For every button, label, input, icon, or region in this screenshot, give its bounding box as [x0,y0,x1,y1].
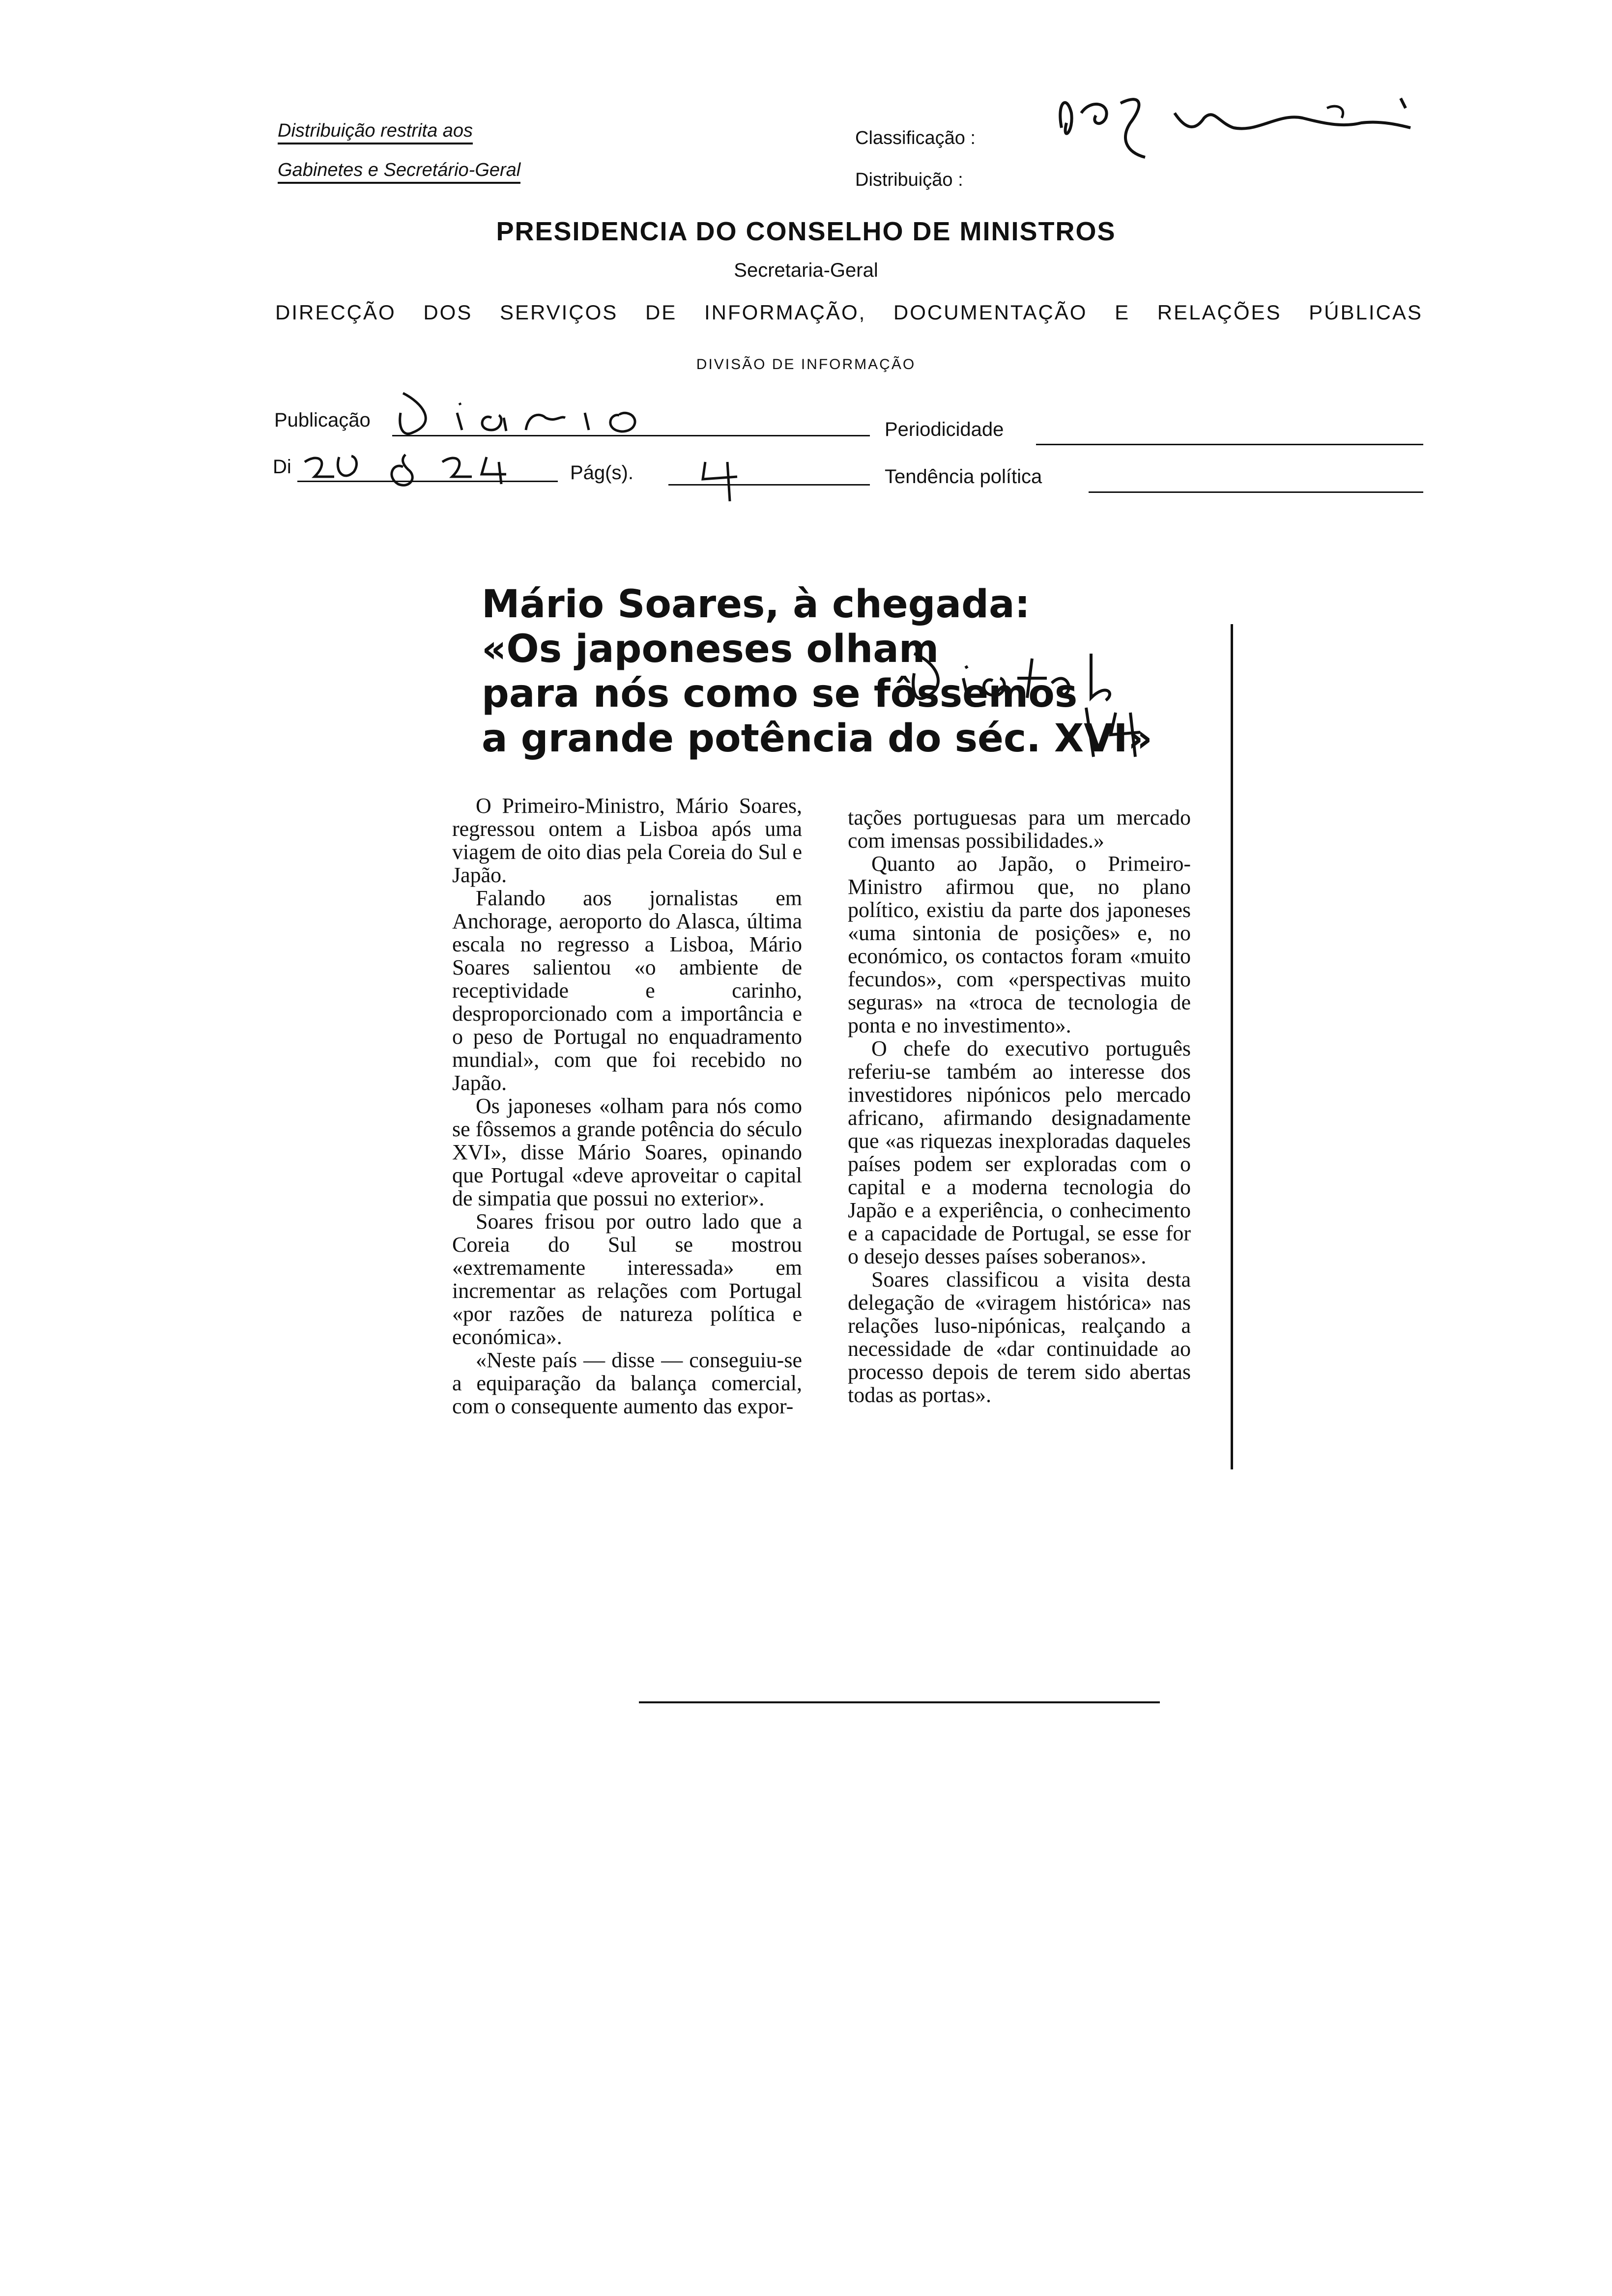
direccao-word: PÚBLICAS [1309,301,1423,324]
direccao-word: INFORMAÇÃO, [704,301,866,324]
paragraph: «Neste país — disse — conseguiu-se a equiparação da balança comercial, com o consequente aumento das expor- [452,1348,802,1418]
headline-line: a grande potência do séc. XVI» [482,717,1152,761]
headline-line: «Os japoneses olham [482,627,939,671]
org-subtitle: Secretaria-Geral [734,259,878,281]
direccao-line [275,301,1423,324]
direccao-word: DOS [423,301,473,324]
periodicidade-label: Periodicidade [885,419,1004,440]
tendencia-line [1089,491,1423,493]
dia-label: Di [273,456,291,478]
signature-scribble-icon [1047,74,1440,172]
headline-line: para nós como se fôssemos [482,672,1078,716]
paragraph: Falando aos jornalistas em Anchorage, aeroporto do Alasca, última escala no regresso a Lisboa, Mário Soares salientou «o ambiente de receptividade e carinho, desproporcionado com a importância e o peso de Portugal no enquadramento mundial», com que foi recebido no Japão. [452,886,802,1095]
distribuicao-label: Distribuição : [855,170,963,190]
page-handwritten-icon [698,452,747,506]
margin-handwritten-note-icon [904,639,1170,767]
direccao-word: E [1115,301,1130,324]
headline-line: Mário Soares, à chegada: [482,582,1030,627]
date-handwritten-icon [300,442,555,491]
periodicidade-line [1036,444,1423,445]
article-column-1 [452,794,802,1418]
clipping-bottom-rule [639,1701,1160,1703]
direccao-word: SERVIÇOS [500,301,618,324]
classificacao-label: Classificação : [855,128,976,148]
paragraph: O Primeiro-Ministro, Mário Soares, regressou ontem a Lisboa após uma viagem de oito dias pela Coreia do Sul e Japão. [452,794,802,887]
direccao-word: DIRECÇÃO [275,301,396,324]
paragraph: Quanto ao Japão, o Primeiro-Ministro afirmou que, no plano político, existiu da parte dos japoneses «uma sintonia de posições» e, no económico, os contactos foram «muito fecundos», com «perspectivas muito seguras» na «troca de tecnologia de ponta e no investimento». [848,852,1191,1037]
paragraph: O chefe do executivo português referiu-se também ao interesse dos investidores nipónicos pelo mercado africano, afirmando designadamente que «as riquezas inexploradas daqueles países podem ser exploradas com o capital e a moderna tecnologia do Japão e a experiência, o conhecimento e a capacidade de Portugal, se esse for o desejo desses países soberanos». [848,1036,1191,1268]
publicacao-handwritten-diario-icon [393,383,698,442]
paragraph: Soares classificou a visita desta delegação de «viragem histórica» nas relações luso-nipónicas, realçando a necessidade de «dar continuidade ao processo depois de terem sido abertas todas as portas». [848,1267,1191,1407]
direccao-word: DE [645,301,677,324]
publicacao-label: Publicação [274,409,371,431]
direccao-word: DOCUMENTAÇÃO [893,301,1088,324]
divisao-label: DIVISÃO DE INFORMAÇÃO [696,356,916,373]
paragraph: Os japoneses «olham para nós como se fôssemos a grande potência do século XVI», disse Mário Soares, opinando que Portugal «deve aproveitar o capital de simpatia que possui no exterior». [452,1094,802,1210]
direccao-word: RELAÇÕES [1157,301,1282,324]
pags-label: Pág(s). [570,462,633,484]
org-title: PRESIDENCIA DO CONSELHO DE MINISTROS [496,217,1116,246]
tendencia-label: Tendência política [885,466,1042,488]
article-column-2 [848,806,1191,1406]
clipping-right-rule [1231,624,1233,1469]
restricted-distribution-line2: Gabinetes e Secretário-Geral [278,160,520,184]
paragraph: tações portuguesas para um mercado com imensas possibilidades.» [848,805,1191,853]
paragraph: Soares frisou por outro lado que a Coreia do Sul se mostrou «extremamente interessada» em incrementar as relações com Portugal «por razões de natureza política e económica». [452,1209,802,1349]
restricted-distribution-line1: Distribuição restrita aos [278,120,473,144]
